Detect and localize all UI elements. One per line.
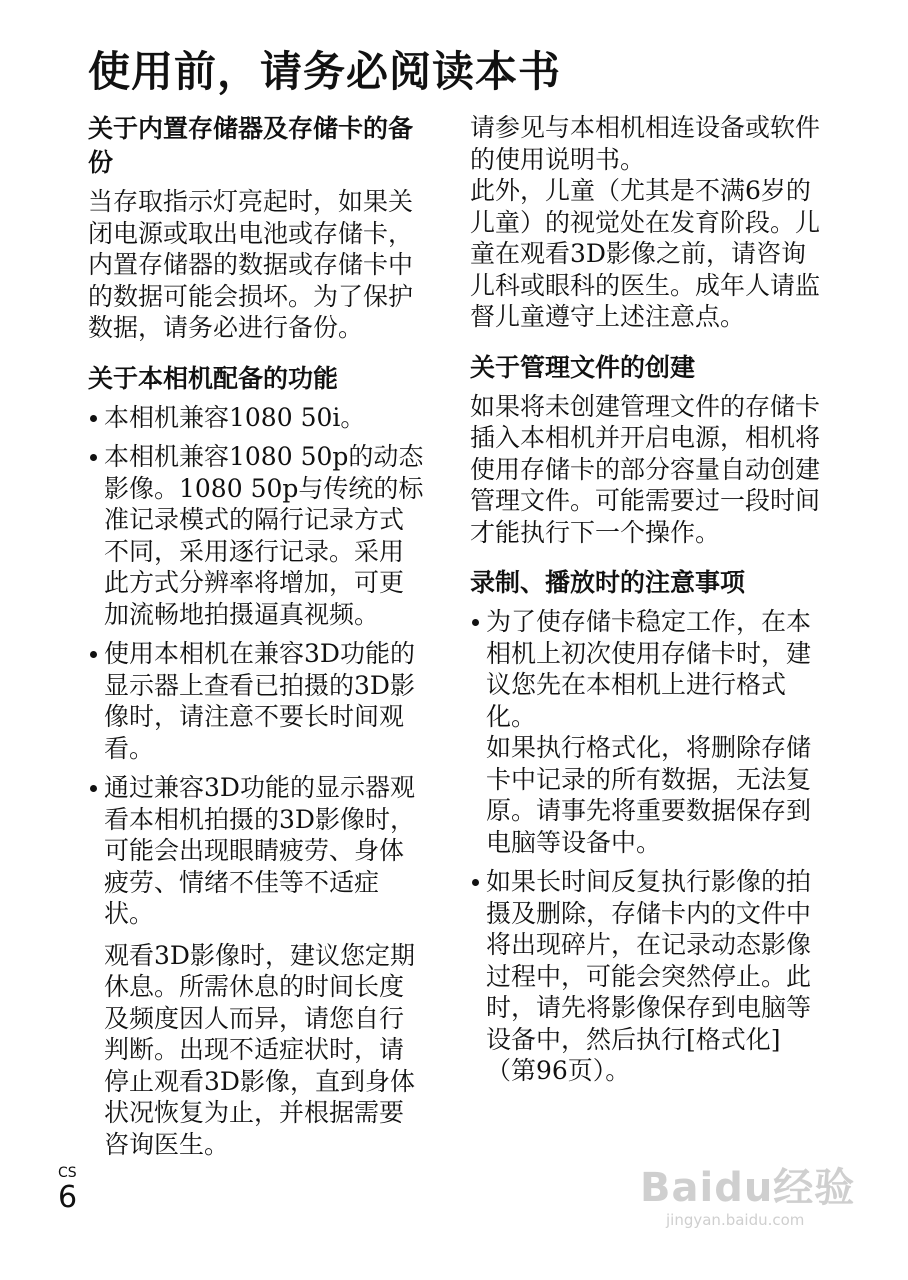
section-text-management-file: 如果将未创建管理文件的存储卡插入本相机并开启电源，相机将使用存储卡的部分容量自动创建管理文件。可能需要过一段时间才能执行下一个操作。 xyxy=(470,391,821,547)
list-item xyxy=(470,606,820,858)
list-item xyxy=(88,772,426,1160)
list-item-text: 本相机兼容1080 50p的动态影像。1080 50p与传统的标准记录模式的隔行记录方式不同，采用逐行记录。采用此方式分辨率将增加，可更加流畅地拍摄逼真视频。 xyxy=(104,442,424,629)
bullet-icon xyxy=(472,619,479,626)
section-heading-management-file: 关于管理文件的创建 xyxy=(470,352,696,382)
list-item xyxy=(470,866,820,1087)
page-number-value: 6 xyxy=(58,1180,78,1215)
bullet-icon xyxy=(472,879,479,886)
list-item xyxy=(88,402,426,434)
language-code: CS xyxy=(58,1165,77,1181)
section-text-backup: 当存取指示灯亮起时，如果关闭电源或取出电池或存储卡，内置存储器的数据或存储卡中的数据可能会损坏。为了保护数据，请务必进行备份。 xyxy=(88,187,414,342)
list-item-subparagraph: 如果执行格式化，将删除存储卡中记录的所有数据，无法复原。请事先将重要数据保存到电脑等设备中。 xyxy=(486,733,812,857)
baidu-logo-icon: Baidu经验 xyxy=(640,1165,856,1211)
bullet-icon xyxy=(90,785,97,792)
list-item-text: 如果长时间反复执行影像的拍摄及删除，存储卡内的文件中将出现碎片，在记录动态影像过程中，可能会突然停止。此时，请先将影像保存到电脑等设备中，然后执行[格式化]（第96页）。 xyxy=(486,867,812,1085)
right-column xyxy=(470,112,820,1095)
list-item-text: 本相机兼容1080 50i。 xyxy=(104,402,366,432)
bullet-icon xyxy=(90,651,97,658)
left-column xyxy=(88,112,426,1168)
list-item-text: 为了使存储卡稳定工作，在本相机上初次使用存储卡时，建议您先在本相机上进行格式化。 xyxy=(486,607,812,731)
list-item-subparagraph: 观看3D影像时，建议您定期休息。所需休息的时间长度及频度因人而异，请您自行判断。出现不适症状时，请停止观看3D影像，直到身体状况恢复为止，并根据需要咨询医生。 xyxy=(104,940,415,1159)
page-title: 使用前，请务必阅读本书 xyxy=(88,47,562,96)
section-heading-features: 关于本相机配备的功能 xyxy=(88,363,339,393)
watermark xyxy=(640,1165,860,1245)
features-list xyxy=(88,402,426,1161)
bullet-icon xyxy=(90,454,97,461)
list-item xyxy=(88,441,426,630)
bullet-icon xyxy=(90,415,97,422)
list-item-text: 使用本相机在兼容3D功能的显示器上查看已拍摄的3D影像时，请注意不要长时间观看。 xyxy=(104,639,415,763)
watermark-url: jingyan.baidu.com xyxy=(666,1211,805,1229)
continued-text-2: 此外，儿童（尤其是不满6岁的儿童）的视觉处在发育阶段。儿童在观看3D影像之前，请咨询儿科或眼科的医生。成年人请监督儿童遵守上述注意点。 xyxy=(470,176,821,331)
recording-notes-list xyxy=(470,606,820,1087)
section-heading-recording-notes: 录制、播放时的注意事项 xyxy=(470,568,746,597)
section-heading-backup: 关于内置存储器及存储卡的备份 xyxy=(88,114,414,177)
list-item xyxy=(88,638,426,764)
page-number xyxy=(58,1165,77,1215)
continued-text-1: 请参见与本相机相连设备或软件的使用说明书。 xyxy=(470,113,821,174)
list-item-text: 通过兼容3D功能的显示器观看本相机拍摄的3D影像时，可能会出现眼睛疲劳、身体疲劳、情绪不佳等不适症状。 xyxy=(104,773,415,928)
